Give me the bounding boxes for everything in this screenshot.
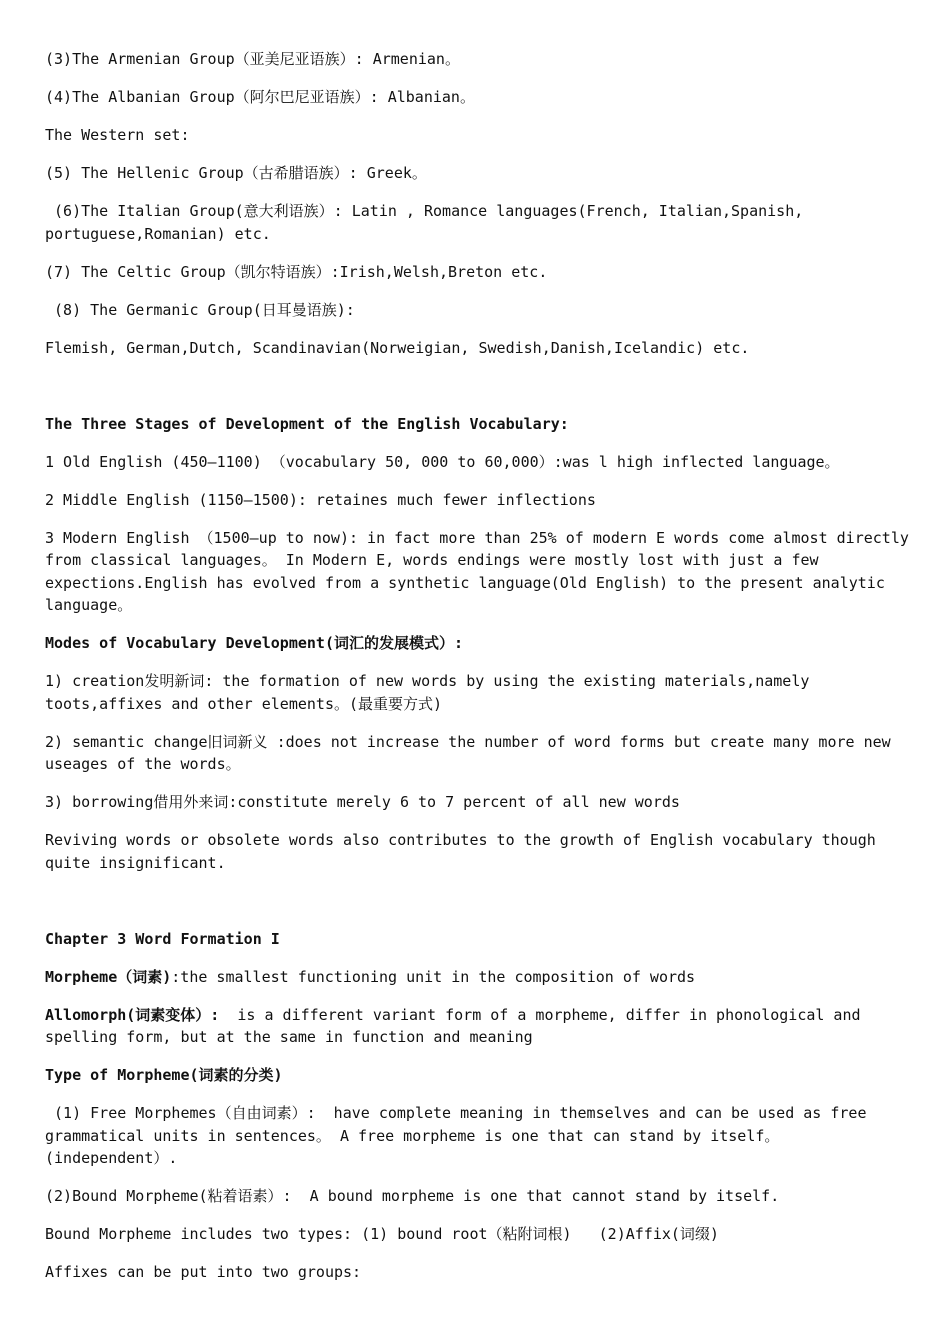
paragraph-free-morphemes: (1) Free Morphemes（自由词素）: have complete meaning in themselves and can be used as free grammatical units in sentences。 A free morpheme is one that can stand by itself。(independent）. — [45, 1104, 876, 1167]
paragraph-western-set: The Western set: — [45, 126, 190, 144]
section-gap — [45, 375, 910, 413]
allomorph-term: Allomorph(词素变体）: — [45, 1005, 220, 1024]
paragraph-affix-groups: Affixes can be put into two groups: — [45, 1263, 362, 1281]
chapter-heading: Chapter 3 Word Formation I — [45, 929, 280, 948]
paragraph-semantic-change: 2) semantic change旧词新义 :does not increase the number of word forms but create many more new useages of the words。 — [45, 732, 900, 773]
morpheme-types-heading: Type of Morpheme(词素的分类) — [45, 1066, 283, 1084]
paragraph-germanic-list: Flemish, German,Dutch, Scandinavian(Norweigian, Swedish,Danish,Icelandic) etc. — [45, 338, 750, 357]
paragraph-hellenic-group: (5) The Hellenic Group（古希腊语族）: Greek。 — [45, 164, 427, 182]
paragraph-morpheme — [45, 966, 910, 989]
section-gap — [45, 890, 910, 928]
paragraph-albanian-group: (4)The Albanian Group（阿尔巴尼亚语族）: Albanian。 — [45, 88, 475, 106]
modes-heading: Modes of Vocabulary Development(词汇的发展模式）: — [45, 634, 464, 652]
paragraph-middle-english: 2 Middle English (1150—1500): retaines much fewer inflections — [45, 490, 596, 509]
paragraph-reviving: Reviving words or obsolete words also contributes to the growth of English vocabulary though quite insignificant. — [45, 831, 885, 872]
paragraph-creation: 1) creation发明新词: the formation of new words by using the existing materials,namely toots,affixes and other elements。(最重要方式) — [45, 672, 819, 713]
morpheme-definition: :the smallest functioning unit in the composition of words — [171, 967, 696, 986]
paragraph-modern-english: 3 Modern English （1500—up to now): in fact more than 25% of modern E words come almost directly from classical languages。 In Modern E, words endings were mostly lost with just a few expections.English has evolved from a synthetic language(Old English) to the present analytic language。 — [45, 528, 918, 614]
morpheme-term: Morpheme（词素) — [45, 967, 172, 986]
paragraph-italian-group: (6)The Italian Group(意大利语族）: Latin , Romance languages(French, Italian,Spanish, portuguese,Romanian) etc. — [45, 202, 813, 243]
paragraph-germanic-group: (8) The Germanic Group(日耳曼语族): — [45, 300, 355, 319]
allomorph-definition: is a different variant form of a morpheme, differ in phonological and spelling form, but at the same in function and meaning — [45, 1005, 870, 1046]
paragraph-old-english: 1 Old English (450—1100) （vocabulary 50, 000 to 60,000）:was l high inflected language。 — [45, 452, 840, 471]
paragraph-celtic-group: (7) The Celtic Group（凯尔特语族）:Irish,Welsh,Breton etc. — [45, 262, 548, 281]
paragraph-bound-morpheme: (2)Bound Morpheme(粘着语素）: A bound morpheme is one that cannot stand by itself. — [45, 1187, 780, 1205]
paragraph-armenian-group: (3)The Armenian Group（亚美尼亚语族）: Armenian。 — [45, 50, 460, 68]
paragraph-allomorph — [45, 1004, 910, 1049]
paragraph-bound-types: Bound Morpheme includes two types: (1) bound root（粘附词根) (2)Affix(词缀) — [45, 1225, 719, 1243]
stages-heading: The Three Stages of Development of the English Vocabulary: — [45, 414, 569, 433]
paragraph-borrowing: 3) borrowing借用外来词:constitute merely 6 to 7 percent of all new words — [45, 793, 680, 811]
